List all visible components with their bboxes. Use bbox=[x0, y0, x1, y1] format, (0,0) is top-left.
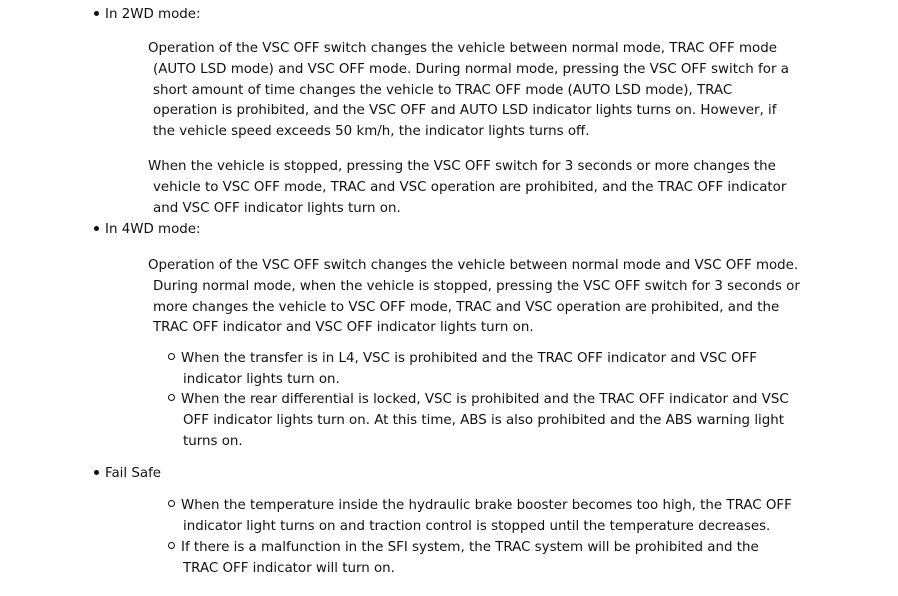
circle-bullet-icon bbox=[168, 353, 175, 360]
text-line: Operation of the VSC OFF switch changes the vehicle between normal mode, TRAC OFF mode bbox=[148, 41, 777, 56]
circle-bullet-icon bbox=[168, 394, 175, 401]
text-line: vehicle to VSC OFF mode, TRAC and VSC operation are prohibited, and the TRAC OFF indicator bbox=[153, 179, 787, 195]
text-line-content: When the transfer is in L4, VSC is prohibited and the TRAC OFF indicator and VSC OFF bbox=[181, 351, 757, 366]
subitem-4wd-l4 bbox=[168, 349, 848, 391]
heading-2wd: In 2WD mode: bbox=[105, 7, 201, 22]
text-line bbox=[168, 390, 848, 411]
text-line: When the vehicle is stopped, pressing the VSC OFF switch for 3 seconds or more changes the bbox=[148, 159, 776, 174]
text-line: indicator light turns on and traction control is stopped until the temperature decreases. bbox=[183, 518, 771, 534]
text-line bbox=[168, 538, 848, 559]
text-line: short amount of time changes the vehicle to TRAC OFF mode (AUTO LSD mode), TRAC bbox=[153, 82, 733, 98]
bullet-dot-icon bbox=[94, 470, 99, 475]
subitem-4wd-rear-diff bbox=[168, 390, 848, 452]
subitem-fail-safe-sfi bbox=[168, 538, 848, 580]
bullet-dot-icon bbox=[94, 11, 99, 16]
text-line: turns on. bbox=[183, 433, 243, 449]
bullet-2wd-heading bbox=[94, 5, 201, 26]
heading-4wd: In 4WD mode: bbox=[105, 222, 201, 237]
text-line: TRAC OFF indicator will turn on. bbox=[183, 560, 395, 576]
text-line-content: When the temperature inside the hydraulic brake booster becomes too high, the TRAC OFF bbox=[181, 498, 792, 513]
bullet-fail-safe-heading bbox=[94, 464, 161, 485]
text-line: OFF indicator lights turn on. At this time, ABS is also prohibited and the ABS warning light bbox=[183, 412, 784, 428]
text-line: more changes the vehicle to VSC OFF mode, TRAC and VSC operation are prohibited, and the bbox=[153, 299, 780, 315]
paragraph-4wd-1 bbox=[148, 256, 838, 339]
text-line: operation is prohibited, and the VSC OFF and AUTO LSD indicator lights turns on. However, if bbox=[153, 103, 777, 119]
text-line: Operation of the VSC OFF switch changes the vehicle between normal mode and VSC OFF mode. bbox=[148, 258, 799, 273]
text-line bbox=[168, 496, 848, 517]
subitem-fail-safe-temperature bbox=[168, 496, 848, 538]
text-line: During normal mode, when the vehicle is stopped, pressing the VSC OFF switch for 3 seconds or bbox=[153, 278, 800, 294]
paragraph-2wd-1 bbox=[148, 39, 838, 143]
paragraph-2wd-2 bbox=[148, 157, 838, 219]
text-line: and VSC OFF indicator lights turn on. bbox=[153, 200, 401, 216]
text-line bbox=[168, 349, 848, 370]
text-line: (AUTO LSD mode) and VSC OFF mode. During normal mode, pressing the VSC OFF switch for a bbox=[153, 61, 789, 77]
circle-bullet-icon bbox=[168, 500, 175, 507]
bullet-dot-icon bbox=[94, 226, 99, 231]
heading-fail-safe: Fail Safe bbox=[105, 466, 162, 481]
text-line-content: When the rear differential is locked, VSC is prohibited and the TRAC OFF indicator and VSC bbox=[181, 392, 789, 407]
text-line: the vehicle speed exceeds 50 km/h, the indicator lights turns off. bbox=[153, 124, 590, 140]
bullet-4wd-heading bbox=[94, 220, 201, 241]
text-line: TRAC OFF indicator and VSC OFF indicator lights turn on. bbox=[153, 320, 534, 336]
text-line: indicator lights turn on. bbox=[183, 371, 340, 387]
text-line-content: If there is a malfunction in the SFI system, the TRAC system will be prohibited and the bbox=[181, 540, 759, 555]
circle-bullet-icon bbox=[168, 542, 175, 549]
